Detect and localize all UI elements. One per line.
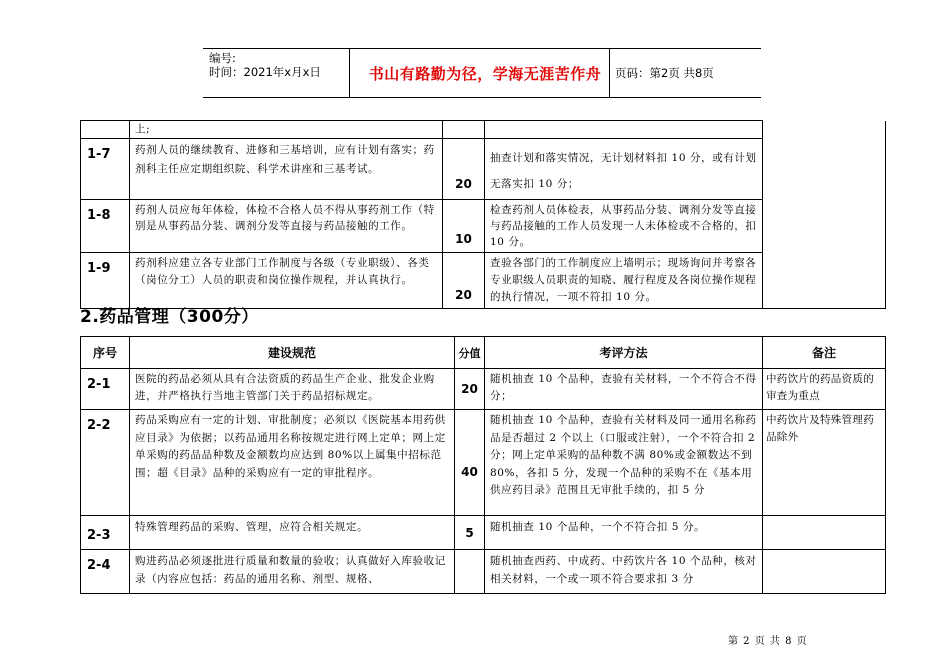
row-spec: 购进药品必须逐批进行质量和数量的验收；认真做好入库验收记录（内容应包括：药品的通用名称、剂型、规格、 xyxy=(130,550,455,594)
row-method: 随机抽查 10 个品种，查验有关材料及同一通用名称药品是否超过 2 个以上（口服或注射），一个不符合扣 2 分；网上定单采购的品种数不满 80%或金额数达不到 80%，各扣 5 分，发现一个品种的采购不在《基本用供应药目录》范围且无审批手续的，扣 5 分 xyxy=(485,410,763,516)
table-row xyxy=(81,253,886,309)
row-score: 20 xyxy=(455,369,485,410)
row-method: 随机抽查 10 个品种，查验有关材料，一个不符合不得分； xyxy=(485,369,763,410)
header-note: 备注 xyxy=(763,337,886,369)
table-row xyxy=(81,550,886,594)
row-spec: 药剂人员应每年体检，体检不合格人员不得从事药剂工作（特别是从事药品分装、调剂分发等直接与药品接触的工作。 xyxy=(130,200,443,253)
standards-table-1 xyxy=(80,120,886,309)
row-spec: 特殊管理药品的采购、管理，应符合相关规定。 xyxy=(130,516,455,550)
row-code: 2-4 xyxy=(81,550,130,594)
header-spec: 建设规范 xyxy=(130,337,455,369)
table-header-row xyxy=(81,337,886,369)
row-method: 随机抽查 10 个品种，一个不符合扣 5 分。 xyxy=(485,516,763,550)
row-note xyxy=(763,516,886,550)
header-code: 序号 xyxy=(81,337,130,369)
row-spec: 药剂人员的继续教育、进修和三基培训，应有计划有落实；药剂科主任应定期组织院、科学术讲座和三基考试。 xyxy=(130,139,443,200)
table-row xyxy=(81,410,886,516)
table-row xyxy=(81,516,886,550)
row-code: 2-1 xyxy=(81,369,130,410)
row-method: 检查药剂人员体检表，从事药品分装、调剂分发等直接与药品接触的工作人员发现一人未体检或不合格的，扣 10 分。 xyxy=(485,200,763,253)
page-header xyxy=(203,48,761,98)
table-row xyxy=(81,139,886,200)
row-code: 1-8 xyxy=(81,200,130,253)
table-row xyxy=(81,369,886,410)
row-code: 2-3 xyxy=(81,516,130,550)
header-divider xyxy=(609,49,610,97)
row-note: 中药饮片的药品资质的审查为重点 xyxy=(763,369,886,410)
row-spec: 药剂科应建立各专业部门工作制度与各级（专业职级）、各类（岗位分工）人员的职责和岗位操作规程，并认真执行。 xyxy=(130,253,443,309)
page-footer: 第 2 页 共 8 页 xyxy=(728,636,808,647)
header-page-info: 页码：第2页 共8页 xyxy=(615,66,714,80)
row-method: 查验各部门的工作制度应上墙明示；现场询问并考察各专业职级人员职责的知晓、履行程度及各岗位操作规程的执行情况，一项不符扣 10 分。 xyxy=(485,253,763,309)
standards-table-2 xyxy=(80,336,886,594)
section-title: 2.药品管理（300分） xyxy=(80,307,259,327)
row-code: 2-2 xyxy=(81,410,130,516)
header-method: 考评方法 xyxy=(485,337,763,369)
row-note xyxy=(763,139,886,200)
row-code: 1-7 xyxy=(81,139,130,200)
row-score: 20 xyxy=(443,253,485,309)
row-score: 5 xyxy=(455,516,485,550)
row-score: 10 xyxy=(443,200,485,253)
row-method: 随机抽查西药、中成药、中药饮片各 10 个品种，核对相关材料，一个或一项不符合要求扣 3 分 xyxy=(485,550,763,594)
table-row xyxy=(81,200,886,253)
header-score: 分值 xyxy=(455,337,485,369)
row-note xyxy=(763,200,886,253)
row-spec: 药品采购应有一定的计划、审批制度；必须以《医院基本用药供应目录》为依据；以药品通用名称按规定进行网上定单；网上定单采购的药品品种数及金额数均应达到 80%以上属集中招标范围；超《目录》品种的采购应有一定的审批程序。 xyxy=(130,410,455,516)
row-score xyxy=(443,121,485,139)
row-spec: 医院的药品必须从具有合法资质的药品生产企业、批发企业购进，并严格执行当地主管部门关于药品招标规定。 xyxy=(130,369,455,410)
row-method: 抽查计划和落实情况，无计划材料扣 10 分，或有计划无落实扣 10 分； xyxy=(485,139,763,200)
row-note xyxy=(763,550,886,594)
row-method xyxy=(485,121,763,139)
row-code: 1-9 xyxy=(81,253,130,309)
row-note: 中药饮片及特殊管理药品除外 xyxy=(763,410,886,516)
row-score xyxy=(455,550,485,594)
time-label: 时间：2021年x月x日 xyxy=(209,65,321,79)
row-note xyxy=(763,253,886,309)
header-motto: 书山有路勤为径，学海无涯苦作舟 xyxy=(368,65,602,83)
table-row xyxy=(81,121,886,139)
header-divider xyxy=(349,49,350,97)
header-left xyxy=(209,51,321,79)
doc-number-label: 编号: xyxy=(209,51,236,65)
row-code xyxy=(81,121,130,139)
row-score: 40 xyxy=(455,410,485,516)
row-spec: 上; xyxy=(130,121,443,139)
row-score: 20 xyxy=(443,139,485,200)
row-note xyxy=(763,121,886,139)
